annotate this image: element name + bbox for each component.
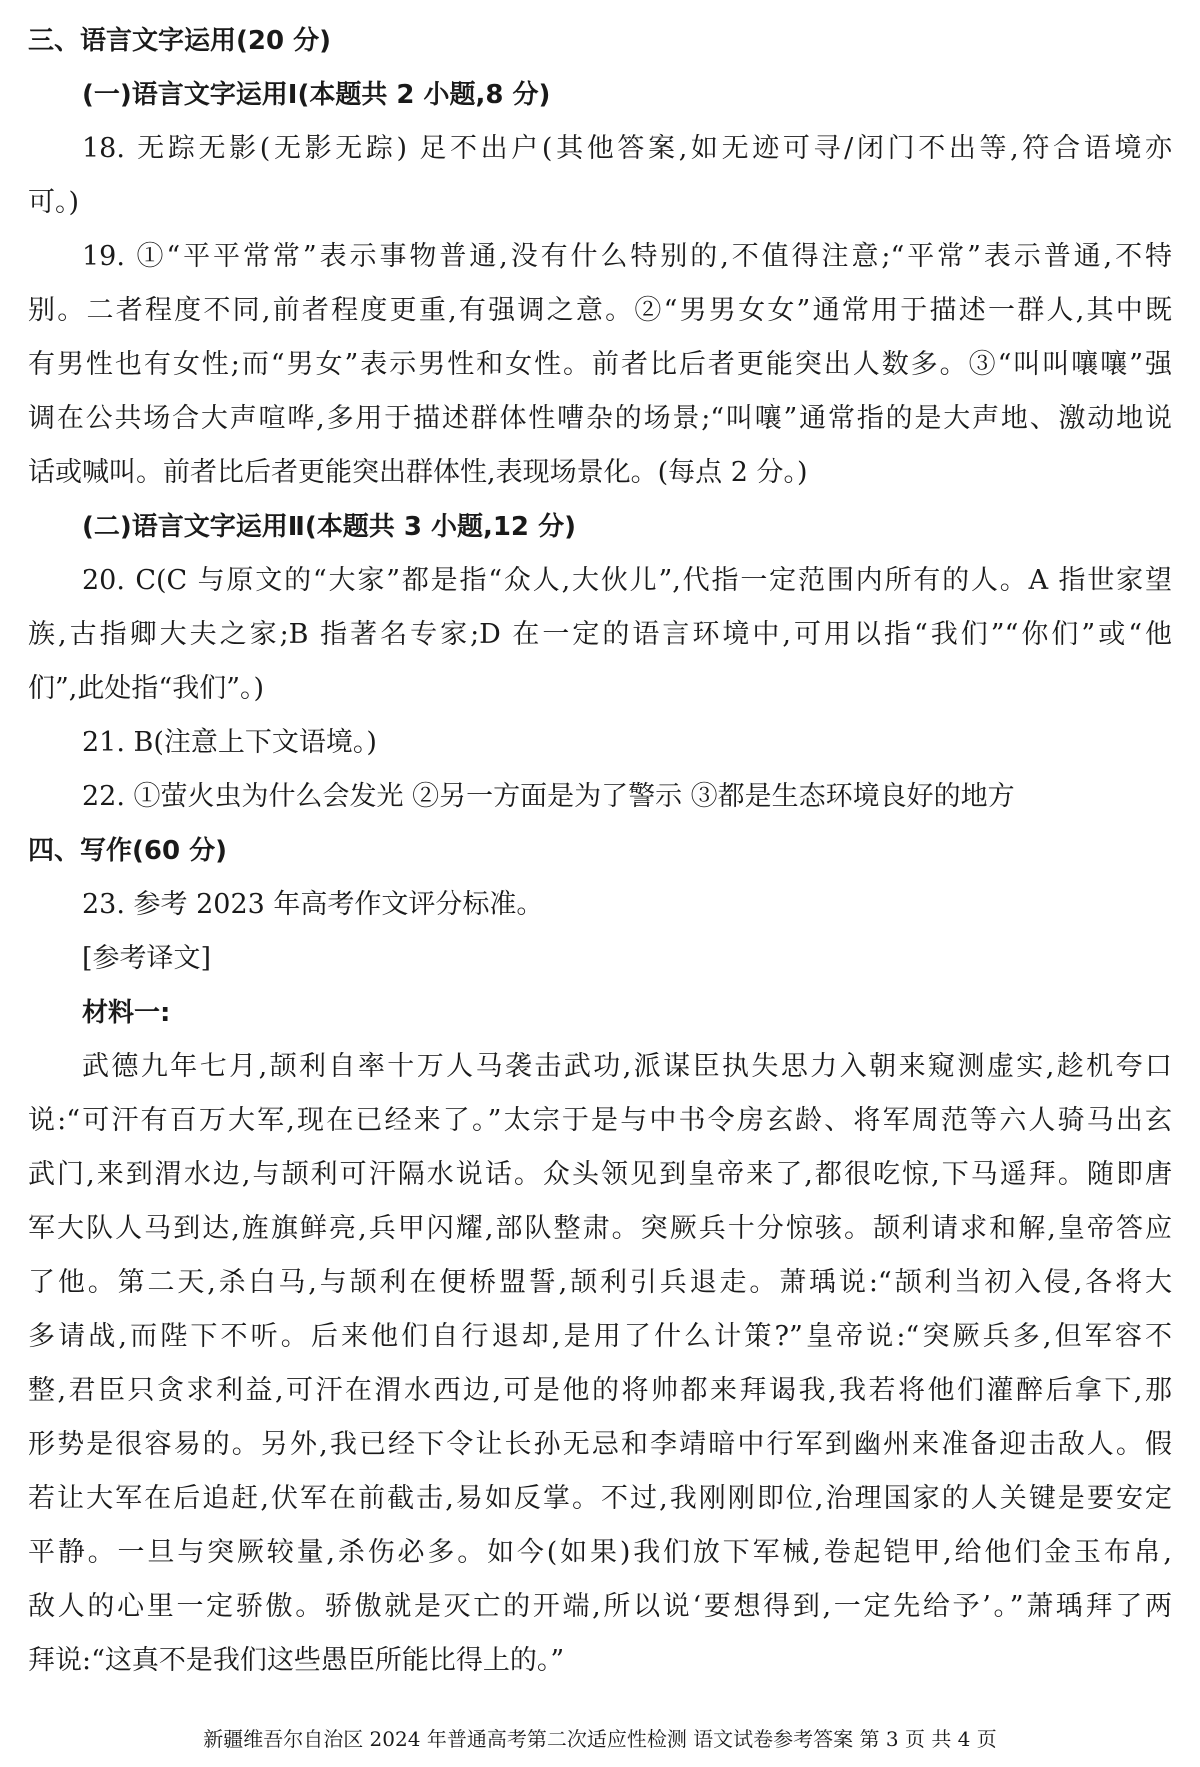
answer-23: 23. 参考 2023 年高考作文评分标准。 — [82, 889, 544, 920]
answer-18-line-1: 18. 无踪无影(无影无踪) 足不出户(其他答案,如无迹可寻/闭门不出等,符合语境亦 — [82, 133, 1172, 164]
answer-21: 21. B(注意上下文语境。) — [82, 727, 377, 758]
answer-19-line-4: 调在公共场合大声喧哗,多用于描述群体性嘈杂的场景;“叫嚷”通常指的是大声地、激动地说 — [28, 403, 1172, 434]
answer-20-line-3: 们”,此处指“我们”。) — [28, 673, 265, 704]
translation-line-11: 敌人的心里一定骄傲。骄傲就是灭亡的开端,所以说‘要想得到,一定先给予’。”萧瑀拜了两 — [28, 1591, 1172, 1622]
translation-line-9: 若让大军在后追赶,伏军在前截击,易如反掌。不过,我刚刚即位,治理国家的人关键是要安定 — [28, 1483, 1172, 1514]
answer-19-line-2: 别。二者程度不同,前者程度更重,有强调之意。②“男男女女”通常用于描述一群人,其中既 — [28, 295, 1172, 326]
answer-19-line-5: 话或喊叫。前者比后者更能突出群体性,表现场景化。(每点 2 分。) — [28, 457, 808, 488]
section-heading-language-use: 三、语言文字运用(20 分) — [28, 26, 331, 56]
answer-20-line-1: 20. C(C 与原文的“大家”都是指“众人,大伙儿”,代指一定范围内所有的人。A 指世家望 — [82, 565, 1172, 596]
answer-18-line-2: 可。) — [28, 187, 80, 218]
translation-line-10: 平静。一旦与突厥较量,杀伤必多。如今(如果)我们放下军械,卷起铠甲,给他们金玉布帛, — [28, 1537, 1172, 1568]
translation-label: [参考译文] — [82, 943, 212, 974]
translation-line-6: 多请战,而陛下不听。后来他们自行退却,是用了什么计策?”皇帝说:“突厥兵多,但军容不 — [28, 1321, 1172, 1352]
translation-line-3: 武门,来到渭水边,与颉利可汗隔水说话。众头领见到皇帝来了,都很吃惊,下马遥拜。随即唐 — [28, 1159, 1172, 1190]
translation-line-5: 了他。第二天,杀白马,与颉利在便桥盟誓,颉利引兵退走。萧瑀说:“颉利当初入侵,各将大 — [28, 1267, 1172, 1298]
section-heading-writing: 四、写作(60 分) — [28, 836, 227, 866]
page-footer: 新疆维吾尔自治区 2024 年普通高考第二次适应性检测 语文试卷参考答案 第 3 页 共 4 页 — [203, 1727, 997, 1751]
answer-19-line-1: 19. ①“平平常常”表示事物普通,没有什么特别的,不值得注意;“平常”表示普通,不特 — [82, 241, 1172, 272]
translation-line-12: 拜说:“这真不是我们这些愚臣所能比得上的。” — [28, 1645, 565, 1676]
material-label: 材料一: — [82, 998, 171, 1028]
answer-20-line-2: 族,古指卿大夫之家;B 指著名专家;D 在一定的语言环境中,可用以指“我们”“你们”或“他 — [28, 619, 1172, 650]
translation-line-2: 说:“可汗有百万大军,现在已经来了。”太宗于是与中书令房玄龄、将军周范等六人骑马出玄 — [28, 1105, 1172, 1136]
part-heading-language-use-2: (二)语言文字运用Ⅱ(本题共 3 小题,12 分) — [82, 512, 576, 542]
answer-22: 22. ①萤火虫为什么会发光 ②另一方面是为了警示 ③都是生态环境良好的地方 — [82, 781, 1015, 812]
part-heading-language-use-1: (一)语言文字运用Ⅰ(本题共 2 小题,8 分) — [82, 80, 551, 110]
answer-19-line-3: 有男性也有女性;而“男女”表示男性和女性。前者比后者更能突出人数多。③“叫叫嚷嚷”强 — [28, 349, 1172, 380]
translation-line-4: 军大队人马到达,旌旗鲜亮,兵甲闪耀,部队整肃。突厥兵十分惊骇。颉利请求和解,皇帝答应 — [28, 1213, 1172, 1244]
translation-line-8: 形势是很容易的。另外,我已经下令让长孙无忌和李靖暗中行军到幽州来准备迎击敌人。假 — [28, 1429, 1172, 1460]
translation-line-1: 武德九年七月,颉利自率十万人马袭击武功,派谋臣执失思力入朝来窥测虚实,趁机夸口 — [82, 1051, 1172, 1082]
answer-page — [28, 14, 1172, 1688]
translation-line-7: 整,君臣只贪求利益,可汗在渭水西边,可是他的将帅都来拜谒我,我若将他们灌醉后拿下,那 — [28, 1375, 1172, 1406]
